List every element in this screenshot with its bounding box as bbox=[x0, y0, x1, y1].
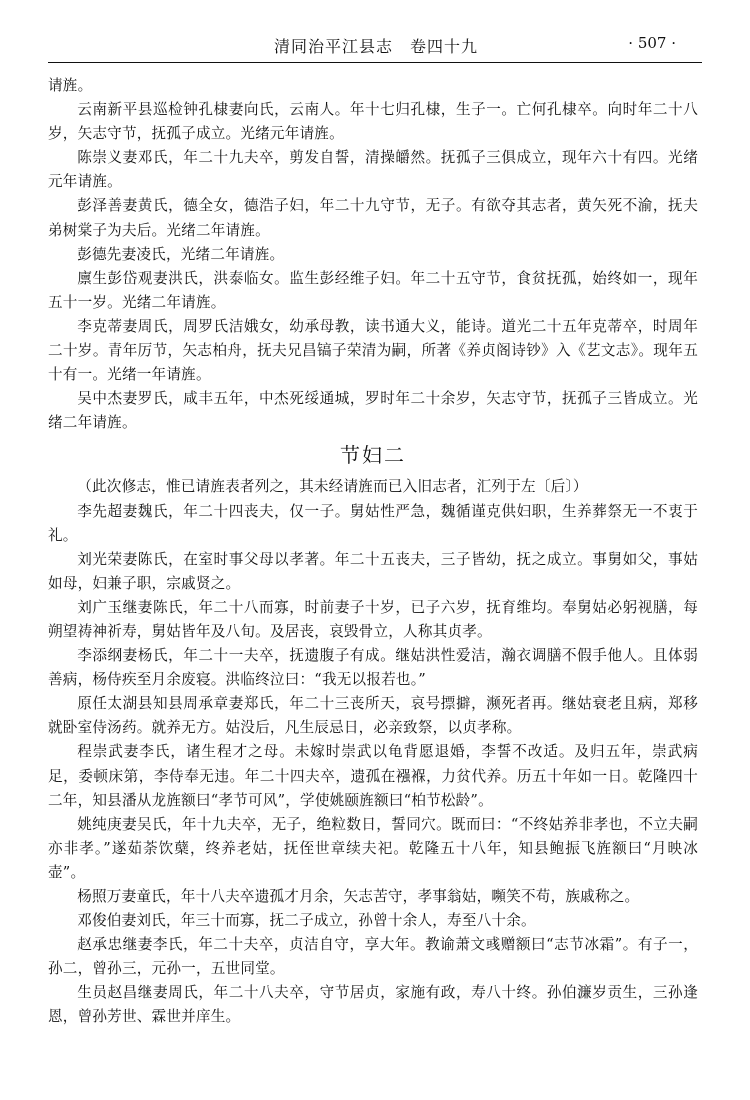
section-note: （此次修志，惟已请旌表者列之，其未经请旌而已入旧志者，汇列于左〔后〕） bbox=[77, 478, 588, 496]
paragraph: 吴中杰妻罗氏，咸丰五年，中杰死绥通城，罗时年二十余岁，矢志守节，抚孤子三皆成立。光绪二年请旌。 bbox=[48, 390, 698, 432]
paragraph: 李克蒂妻周氏，周罗氏洁娥女，幼承母教，读书通大义，能诗。道光二十五年克蒂卒，时周年二十岁。青年厉节，矢志柏舟，抚夫兄昌镐子荣清为嗣，所著《养贞阁诗钞》入《艺文志》。现年五十有一。光绪一年请旌。 bbox=[48, 317, 698, 384]
header-rule bbox=[48, 62, 702, 63]
paragraph: 程崇武妻李氏，诸生程才之母。未嫁时崇武以龟背愿退婚，李誓不改适。及归五年，崇武病足，委顿床第，李侍奉无违。年二十四夫卒，遗孤在襁褓，力贫代养。历五十年如一日。乾隆四十二年，知县潘从龙旌额曰“孝节可风”，学使姚颐旌额曰“柏节松龄”。 bbox=[48, 743, 698, 809]
paragraph: 刘广玉继妻陈氏，年二十八而寡，时前妻子十岁，已子六岁，抚育维均。奉舅姑必躬视膳，每朔望祷神祈寿，舅姑皆年及八旬。及居丧，哀毁骨立，人称其贞孝。 bbox=[48, 598, 698, 640]
paragraph: 陈崇义妻邓氏，年二十九夫卒，剪发自誓，清操皭然。抚孤子三俱成立，现年六十有四。光绪元年请旌。 bbox=[48, 149, 698, 191]
paragraph: 李先超妻魏氏，年二十四丧夫，仅一子。舅姑性严急，魏循谨克供妇职，生养葬祭无一不衷于礼。 bbox=[48, 502, 698, 544]
page-body bbox=[48, 74, 698, 1030]
paragraph: 彭泽善妻黄氏，德全女，德浩子妇，年二十九守节，无子。有欲夺其志者，黄矢死不渝，抚夫弟树棠子为夫后。光绪二年请旌。 bbox=[48, 197, 698, 239]
paragraph: 李添纲妻杨氏，年二十一夫卒，抚遗腹子有成。继姑洪性爱洁，瀚衣调膳不假手他人。且体弱善病，杨侍疾至月余废寝。洪临终泣曰：“我无以报若也。” bbox=[48, 647, 698, 689]
paragraph-continuation: 请旌。 bbox=[48, 77, 93, 94]
paragraph: 原任太湖县知县周承章妻郑氏，年二十三丧所天，哀号摽擗，濒死者再。继姑衰老且病，郑移就卧室侍汤药。就养无方。姑没后，凡生辰忌日，必亲致祭，以贞孝称。 bbox=[48, 695, 698, 737]
paragraph: 生员赵昌继妻周氏，年二十八夫卒，守节居贞，家施有政，寿八十终。孙伯濂岁贡生，三孙逢恩，曾孙芳世、霖世并庠生。 bbox=[48, 984, 698, 1026]
paragraph: 杨照万妻童氏，年十八夫卒遗孤才月余，矢志苦守，孝事翁姑，嚬笑不苟，族戚称之。 bbox=[77, 888, 640, 905]
paragraph: 刘光荣妻陈氏，在室时事父母以孝著。年二十五丧夫，三子皆幼，抚之成立。事舅如父，事姑如母，妇兼子职，宗戚贤之。 bbox=[48, 550, 698, 592]
paragraph: 赵承忠继妻李氏，年二十夫卒，贞洁自守，享大年。教谕萧文彧赠额曰“志节冰霜”。有子一，孙二，曾孙三，元孙一，五世同堂。 bbox=[48, 936, 698, 978]
section-title: 节妇二 bbox=[340, 443, 406, 468]
paragraph: 姚纯庚妻吴氏，年十九夫卒，无子，绝粒数日，誓同穴。既而曰：“不终姑养非孝也，不立夫嗣亦非孝。”遂茹荼饮蘖，终养老姑，抚侄世章续夫祀。乾隆五十八年，知县鲍振飞旌额曰“月映冰壶”。 bbox=[48, 815, 698, 881]
page-number: · 507 · bbox=[628, 34, 676, 52]
paragraph: 廪生彭岱观妻洪氏，洪泰临女。监生彭经维子妇。年二十五守节，食贫抚孤，始终如一，现年五十一岁。光绪二年请旌。 bbox=[48, 269, 698, 311]
running-title: 清同治平江县志 卷四十九 bbox=[274, 37, 479, 56]
paragraph: 彭德先妻凌氏，光绪二年请旌。 bbox=[77, 245, 285, 263]
paragraph: 云南新平县巡检钟孔棣妻向氏，云南人。年十七归孔棣，生子一。亡何孔棣卒。向时年二十八岁，矢志守节，抚孤子成立。光绪元年请旌。 bbox=[48, 101, 698, 143]
paragraph: 邓俊伯妻刘氏，年三十而寡，抚二子成立，孙曾十余人，寿至八十余。 bbox=[77, 912, 536, 930]
page-header bbox=[48, 28, 702, 62]
